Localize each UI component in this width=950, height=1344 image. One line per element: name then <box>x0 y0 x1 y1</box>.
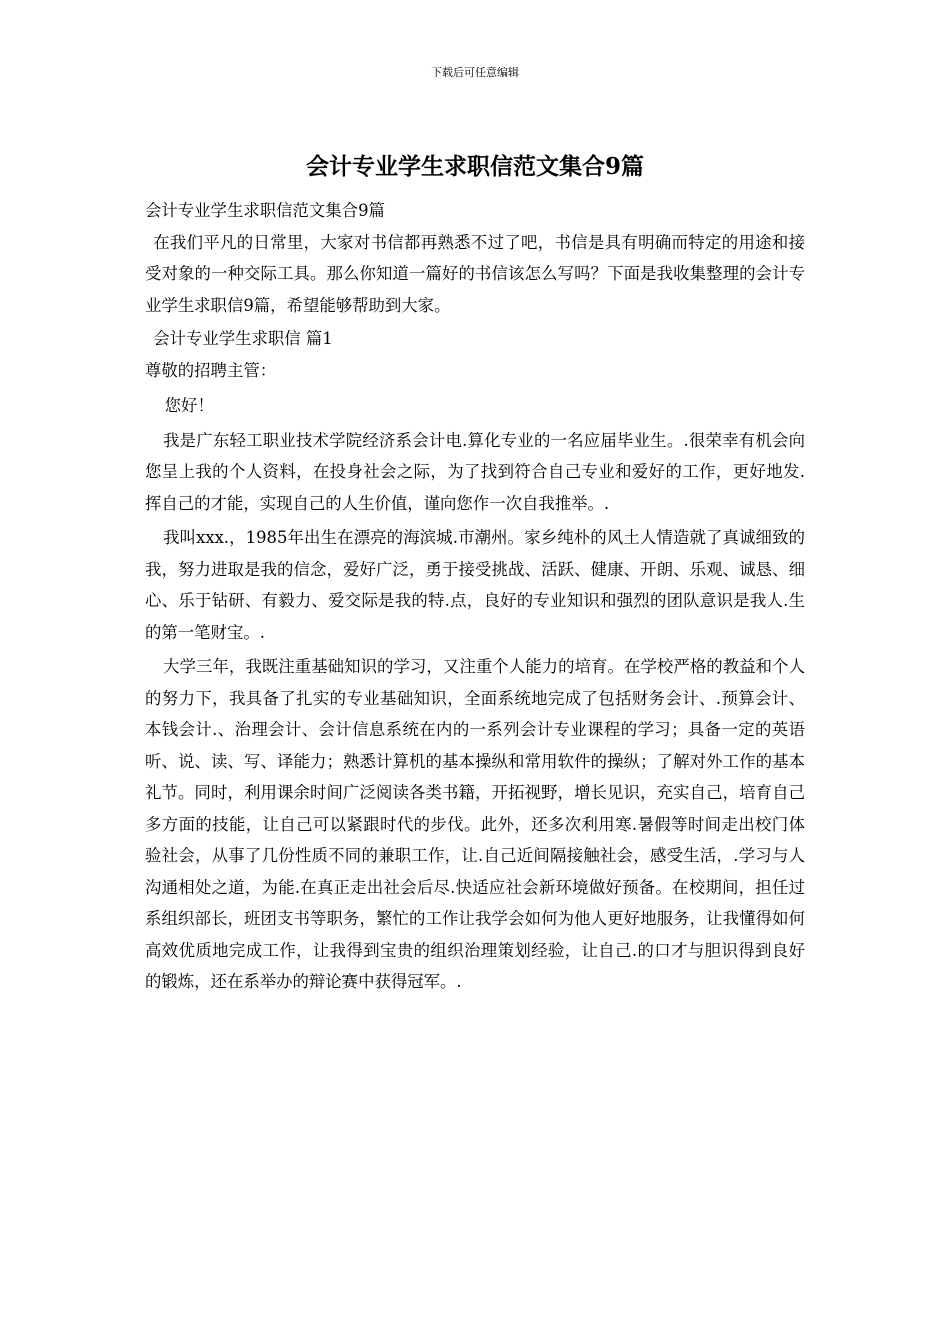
greeting: 您好！ <box>164 396 214 415</box>
section-heading: 会计专业学生求职信 篇1 <box>153 329 333 348</box>
salutation: 尊敬的招聘主管： <box>145 360 277 380</box>
body-paragraph-1: 我是广东轻工职业技术学院经济系会计电.算化专业的一名应届毕业生。.很荣幸有机会向您呈上我的个人资料，在投身社会之际，为了找到符合自己专业和爱好的工作，更好地发.挥自己的才能，实现自己的人生价值，谨向您作一次自我推举。. <box>145 430 805 513</box>
body-paragraph-3: 大学三年，我既注重基础知识的学习，又注重个人能力的培育。在学校严格的教益和个人的努力下，我具备了扎实的专业基础知识，全面系统地完成了包括财务会计、.预算会计、本钱会计.、治理会计、会计信息系统在内的一系列会计专业课程的学习；具备一定的英语听、说、读、写、译能力；熟悉计算机的基本操纵和常用软件的操纵；了解对外工作的基本礼节。同时，利用课余时间广泛阅读各类书籍，开拓视野，增长见识，充实自己，培育自己多方面的技能，让自己可以紧跟时代的步伐。此外，还多次利用寒.暑假等时间走出校门体验社会，从事了几份性质不同的兼职工作，让.自己近间隔接触社会，感受生活，.学习与人沟通相处之道，为能.在真正走出社会后尽.快适应社会新环境做好预备。在校期间，担任过系组织部长，班团支书等职务，繁忙的工作让我学会如何为他人更好地服务，让我懂得如何高效优质地完成工作，让我得到宝贵的组织治理策划经验，让自己.的口才与胆识得到良好的锻炼，还在系举办的辩论赛中获得冠军。. <box>145 657 805 991</box>
intro-paragraph: 在我们平凡的日常里，大家对书信都再熟悉不过了吧，书信是具有明确而特定的用途和接受对象的一种交际工具。那么你知道一篇好的书信该怎么写吗？下面是我收集整理的会计专业学生求职信9篇，希望能够帮助到大家。 <box>145 232 805 315</box>
document-subtitle: 会计专业学生求职信范文集合9篇 <box>145 201 385 220</box>
page-header-note: 下载后可任意编辑 <box>431 66 519 79</box>
body-paragraph-2: 我叫xxx.，1985年出生在漂亮的海滨城.市潮州。家乡纯朴的风土人情造就了真诚细致的我，努力进取是我的信念，爱好广泛，勇于接受挑战、活跃、健康、开朗、乐观、诚恳、细心、乐于钻研、有毅力、爱交际是我的特.点，良好的专业知识和强烈的团队意识是我人.生的第一笔财宝。. <box>145 528 805 642</box>
document-body <box>145 195 805 998</box>
document-title: 会计专业学生求职信范文集合9篇 <box>305 153 644 180</box>
